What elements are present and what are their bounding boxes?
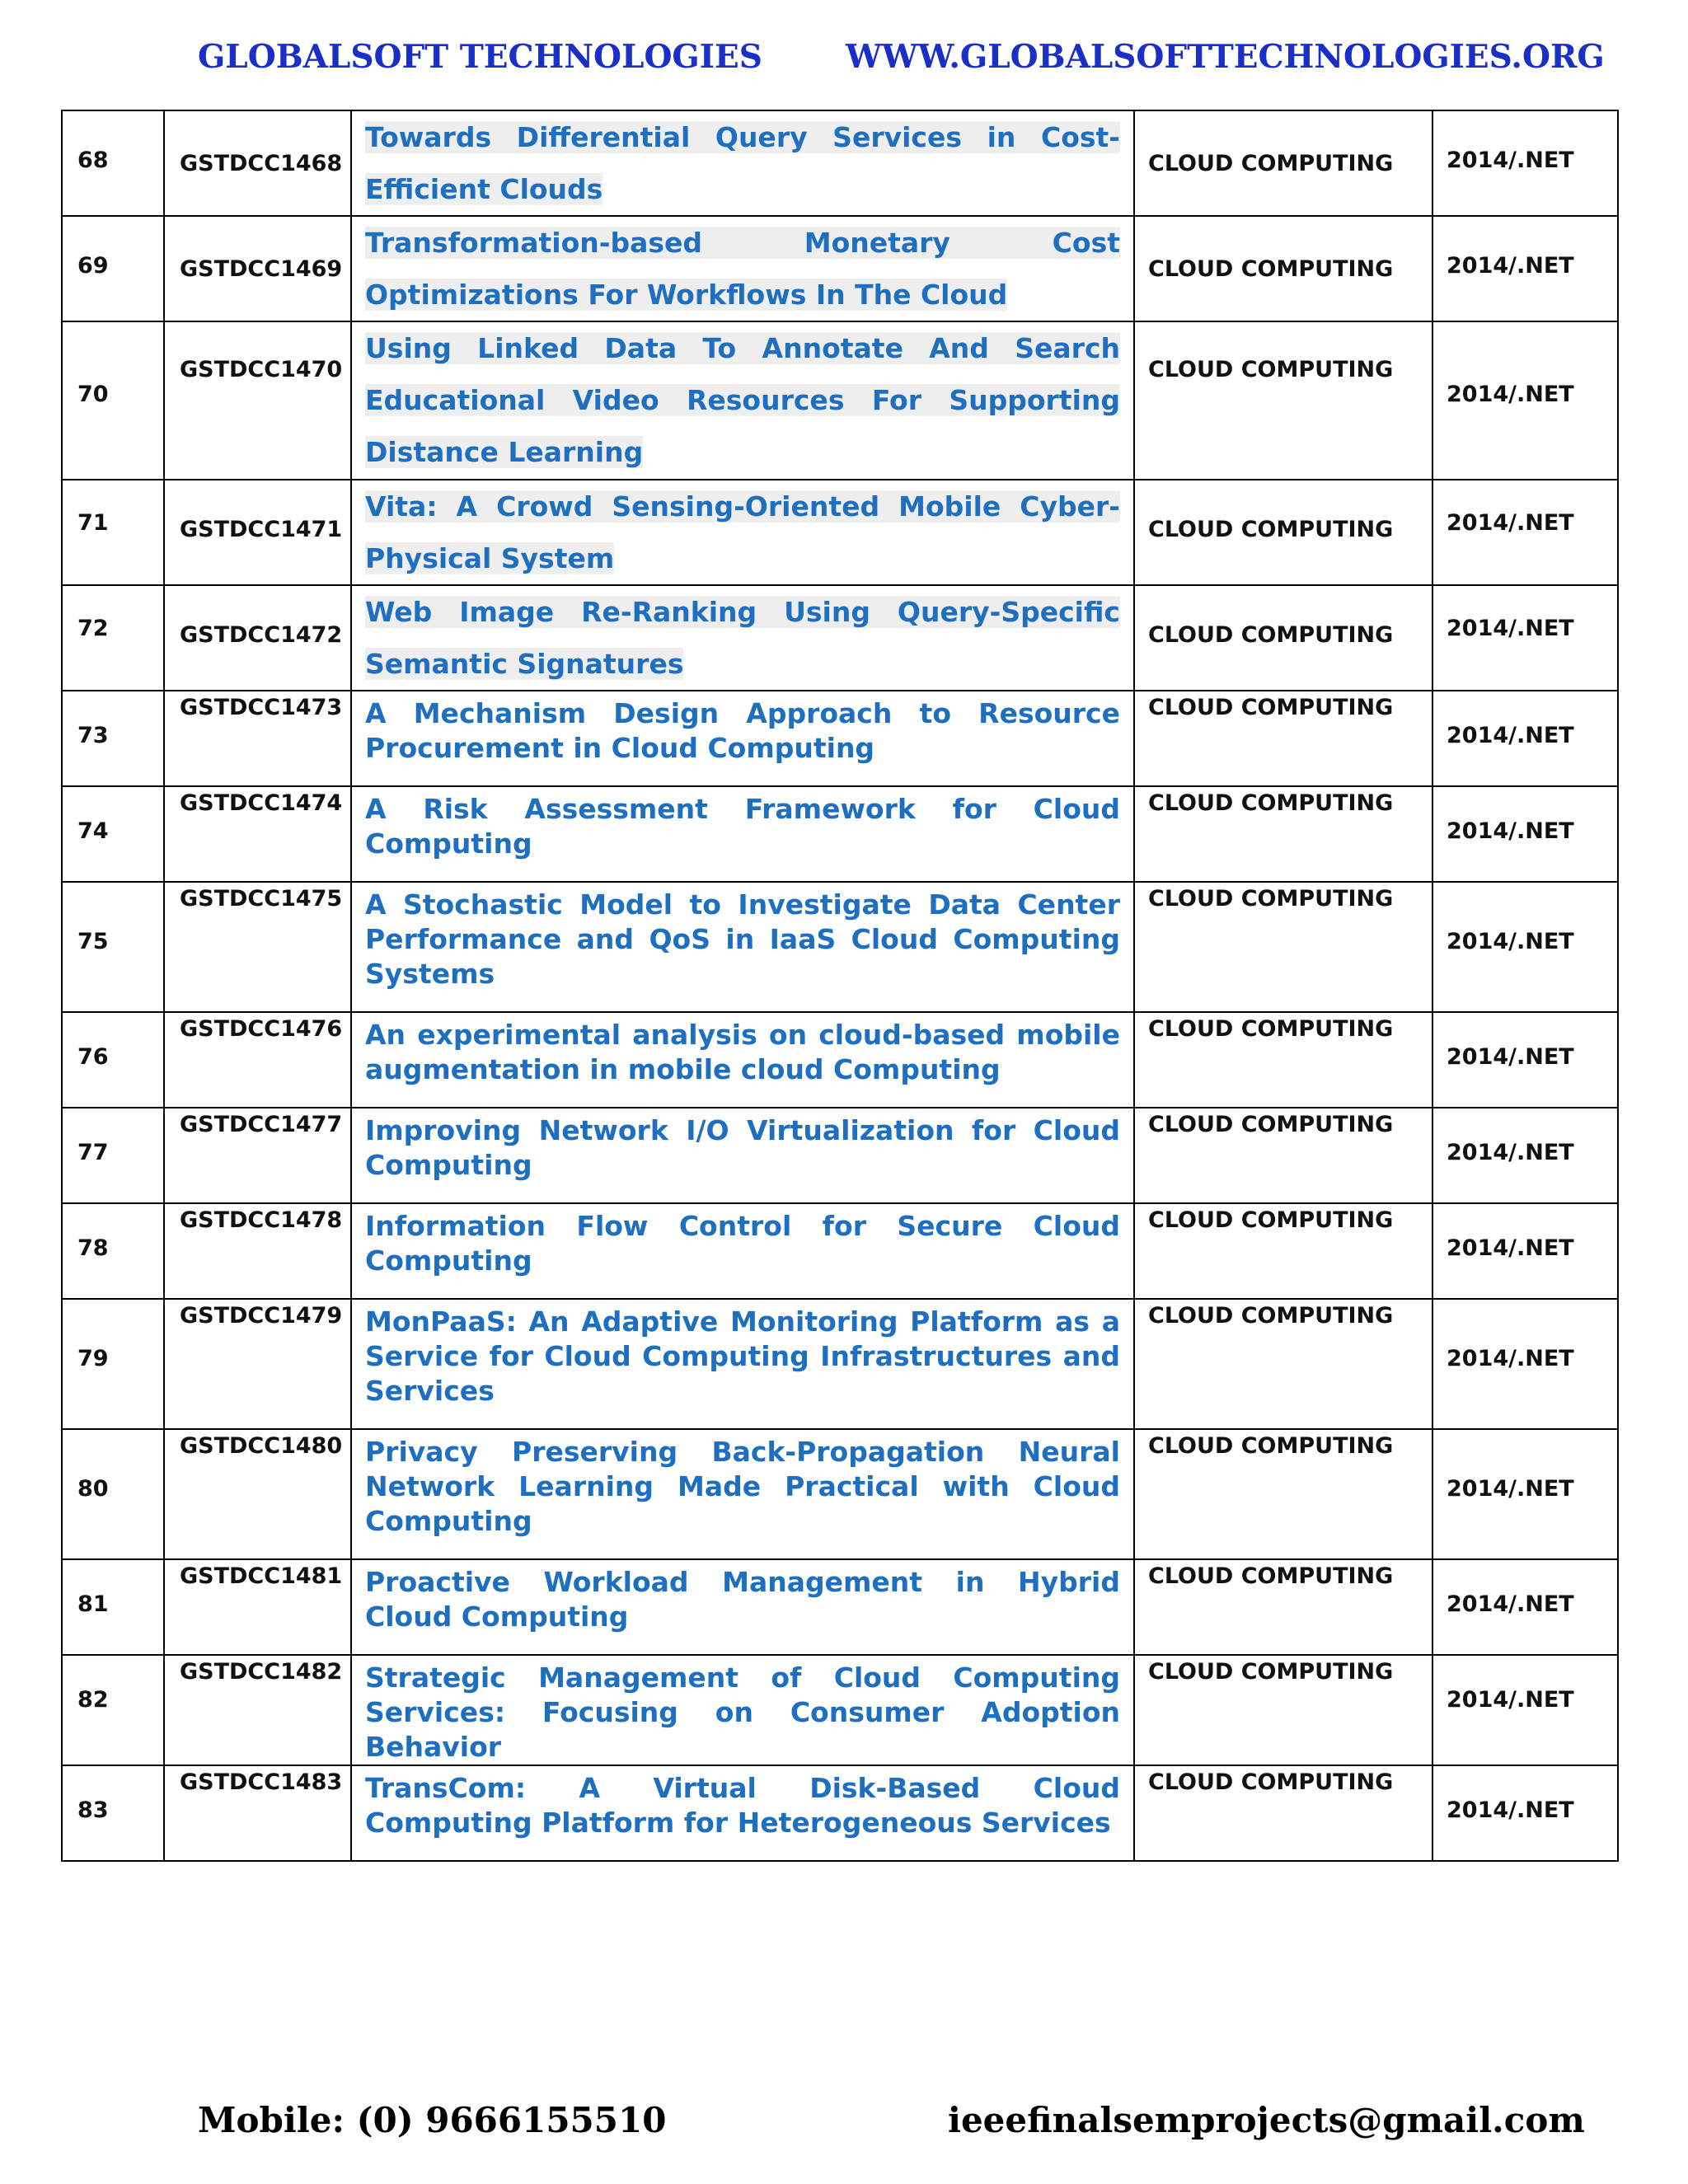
project-code: GSTDCC1473 <box>164 691 351 786</box>
project-title-link[interactable] <box>365 1565 1120 1634</box>
project-domain: CLOUD COMPUTING <box>1134 480 1432 585</box>
project-title-cell <box>351 1108 1134 1203</box>
table-row <box>62 1108 1618 1203</box>
project-domain: CLOUD COMPUTING <box>1134 216 1432 321</box>
row-number: 69 <box>62 216 164 321</box>
project-title-cell <box>351 1559 1134 1655</box>
project-domain: CLOUD COMPUTING <box>1134 321 1432 480</box>
row-number: 74 <box>62 786 164 882</box>
table-row <box>62 1012 1618 1108</box>
project-title: Vita: A Crowd Sensing-Oriented Mobile Cyber-Physical System <box>365 490 1120 574</box>
project-year-platform: 2014/.NET <box>1432 1765 1618 1861</box>
project-title-cell <box>351 1012 1134 1108</box>
project-year-platform: 2014/.NET <box>1432 1559 1618 1655</box>
project-title-cell <box>351 585 1134 691</box>
project-domain: CLOUD COMPUTING <box>1134 585 1432 691</box>
row-number: 77 <box>62 1108 164 1203</box>
project-title-link[interactable] <box>365 322 1120 478</box>
project-year-platform: 2014/.NET <box>1432 216 1618 321</box>
project-domain: CLOUD COMPUTING <box>1134 1299 1432 1429</box>
project-title: Privacy Preserving Back-Propagation Neural Network Learning Made Practical with Cloud Computing <box>365 1436 1120 1537</box>
project-code: GSTDCC1478 <box>164 1203 351 1299</box>
table-row <box>62 110 1618 216</box>
project-title-link[interactable] <box>365 792 1120 861</box>
table-row <box>62 691 1618 786</box>
project-code: GSTDCC1472 <box>164 585 351 691</box>
project-title-cell <box>351 480 1134 585</box>
project-title-cell <box>351 110 1134 216</box>
project-title-cell <box>351 1429 1134 1559</box>
project-title-cell <box>351 882 1134 1012</box>
project-title: Towards Differential Query Services in Cost-Efficient Clouds <box>365 121 1120 205</box>
project-code: GSTDCC1469 <box>164 216 351 321</box>
project-title: Information Flow Control for Secure Cloud Computing <box>365 1210 1120 1277</box>
project-title: Improving Network I/O Virtualization for Cloud Computing <box>365 1114 1120 1181</box>
row-number: 76 <box>62 1012 164 1108</box>
project-title-link[interactable] <box>365 888 1120 991</box>
project-title-link[interactable] <box>365 1018 1120 1087</box>
row-number: 70 <box>62 321 164 480</box>
project-code: GSTDCC1482 <box>164 1655 351 1765</box>
page-header <box>0 33 1688 82</box>
project-title-link[interactable] <box>365 480 1120 584</box>
project-title-link[interactable] <box>365 111 1120 215</box>
project-title-link[interactable] <box>365 586 1120 690</box>
project-title-link[interactable] <box>365 1771 1120 1840</box>
table-row <box>62 882 1618 1012</box>
company-website[interactable]: WWW.GLOBALSOFTTECHNOLOGIES.ORG <box>846 38 1605 76</box>
project-year-platform: 2014/.NET <box>1432 1108 1618 1203</box>
project-code: GSTDCC1481 <box>164 1559 351 1655</box>
table-row <box>62 321 1618 480</box>
project-title-link[interactable] <box>365 217 1120 321</box>
row-number: 73 <box>62 691 164 786</box>
project-title: An experimental analysis on cloud-based mobile augmentation in mobile cloud Computing <box>365 1019 1120 1085</box>
project-title: Proactive Workload Management in Hybrid Cloud Computing <box>365 1566 1120 1633</box>
project-title-cell <box>351 216 1134 321</box>
row-number: 79 <box>62 1299 164 1429</box>
project-year-platform: 2014/.NET <box>1432 882 1618 1012</box>
project-title: Strategic Management of Cloud Computing Services: Focusing on Consumer Adoption Behavior <box>365 1661 1120 1763</box>
page-footer <box>0 2100 1688 2149</box>
row-number: 80 <box>62 1429 164 1559</box>
project-year-platform: 2014/.NET <box>1432 110 1618 216</box>
project-title: Transformation-based Monetary Cost Optimizations For Workflows In The Cloud <box>365 227 1120 311</box>
project-title-cell <box>351 1203 1134 1299</box>
project-title: Web Image Re-Ranking Using Query-Specific Semantic Signatures <box>365 596 1120 680</box>
project-code: GSTDCC1470 <box>164 321 351 480</box>
project-year-platform: 2014/.NET <box>1432 585 1618 691</box>
row-number: 78 <box>62 1203 164 1299</box>
table-row <box>62 1299 1618 1429</box>
project-title: A Mechanism Design Approach to Resource Procurement in Cloud Computing <box>365 697 1120 764</box>
project-domain: CLOUD COMPUTING <box>1134 1429 1432 1559</box>
row-number: 68 <box>62 110 164 216</box>
project-year-platform: 2014/.NET <box>1432 1655 1618 1765</box>
project-title-link[interactable] <box>365 696 1120 766</box>
table-row <box>62 216 1618 321</box>
project-table-body <box>62 110 1618 1861</box>
project-domain: CLOUD COMPUTING <box>1134 691 1432 786</box>
project-year-platform: 2014/.NET <box>1432 1299 1618 1429</box>
project-year-platform: 2014/.NET <box>1432 480 1618 585</box>
row-number: 71 <box>62 480 164 585</box>
project-domain: CLOUD COMPUTING <box>1134 1203 1432 1299</box>
project-code: GSTDCC1480 <box>164 1429 351 1559</box>
project-domain: CLOUD COMPUTING <box>1134 1108 1432 1203</box>
project-title-link[interactable] <box>365 1305 1120 1408</box>
project-domain: CLOUD COMPUTING <box>1134 882 1432 1012</box>
project-code: GSTDCC1471 <box>164 480 351 585</box>
table-row <box>62 480 1618 585</box>
project-title-link[interactable] <box>365 1113 1120 1183</box>
project-title-cell <box>351 1299 1134 1429</box>
project-title-link[interactable] <box>365 1435 1120 1539</box>
project-title-cell <box>351 321 1134 480</box>
project-year-platform: 2014/.NET <box>1432 786 1618 882</box>
contact-mobile: Mobile: (0) 9666155510 <box>198 2100 667 2140</box>
project-title-cell <box>351 786 1134 882</box>
row-number: 81 <box>62 1559 164 1655</box>
project-code: GSTDCC1483 <box>164 1765 351 1861</box>
row-number: 82 <box>62 1655 164 1765</box>
project-title-link[interactable] <box>365 1209 1120 1278</box>
project-year-platform: 2014/.NET <box>1432 321 1618 480</box>
project-title: TransCom: A Virtual Disk-Based Cloud Computing Platform for Heterogeneous Services <box>365 1772 1120 1839</box>
project-table <box>61 110 1619 1862</box>
project-year-platform: 2014/.NET <box>1432 1203 1618 1299</box>
table-row <box>62 1559 1618 1655</box>
table-row <box>62 585 1618 691</box>
project-year-platform: 2014/.NET <box>1432 1429 1618 1559</box>
project-domain: CLOUD COMPUTING <box>1134 1012 1432 1108</box>
table-row <box>62 1765 1618 1861</box>
table-row <box>62 786 1618 882</box>
project-title: MonPaaS: An Adaptive Monitoring Platform as a Service for Cloud Computing Infrastructures and Services <box>365 1305 1120 1407</box>
project-domain: CLOUD COMPUTING <box>1134 1765 1432 1861</box>
table-row <box>62 1429 1618 1559</box>
project-title-cell <box>351 1765 1134 1861</box>
project-code: GSTDCC1468 <box>164 110 351 216</box>
project-year-platform: 2014/.NET <box>1432 691 1618 786</box>
table-row <box>62 1203 1618 1299</box>
project-code: GSTDCC1479 <box>164 1299 351 1429</box>
project-domain: CLOUD COMPUTING <box>1134 1655 1432 1765</box>
project-domain: CLOUD COMPUTING <box>1134 110 1432 216</box>
project-code: GSTDCC1475 <box>164 882 351 1012</box>
project-title-link[interactable] <box>365 1661 1120 1765</box>
row-number: 83 <box>62 1765 164 1861</box>
project-year-platform: 2014/.NET <box>1432 1012 1618 1108</box>
project-code: GSTDCC1474 <box>164 786 351 882</box>
project-code: GSTDCC1476 <box>164 1012 351 1108</box>
project-code: GSTDCC1477 <box>164 1108 351 1203</box>
table-row <box>62 1655 1618 1765</box>
row-number: 75 <box>62 882 164 1012</box>
project-title: A Stochastic Model to Investigate Data Center Performance and QoS in IaaS Cloud Computing Systems <box>365 888 1120 990</box>
company-name: GLOBALSOFT TECHNOLOGIES <box>198 38 762 76</box>
project-title: Using Linked Data To Annotate And Search Educational Video Resources For Supporting Distance Learning <box>365 332 1120 468</box>
project-title-cell <box>351 691 1134 786</box>
project-title: A Risk Assessment Framework for Cloud Computing <box>365 793 1120 860</box>
row-number: 72 <box>62 585 164 691</box>
project-title-cell <box>351 1655 1134 1765</box>
contact-email[interactable]: ieeefinalsemprojects@gmail.com <box>948 2100 1585 2140</box>
project-domain: CLOUD COMPUTING <box>1134 786 1432 882</box>
project-domain: CLOUD COMPUTING <box>1134 1559 1432 1655</box>
